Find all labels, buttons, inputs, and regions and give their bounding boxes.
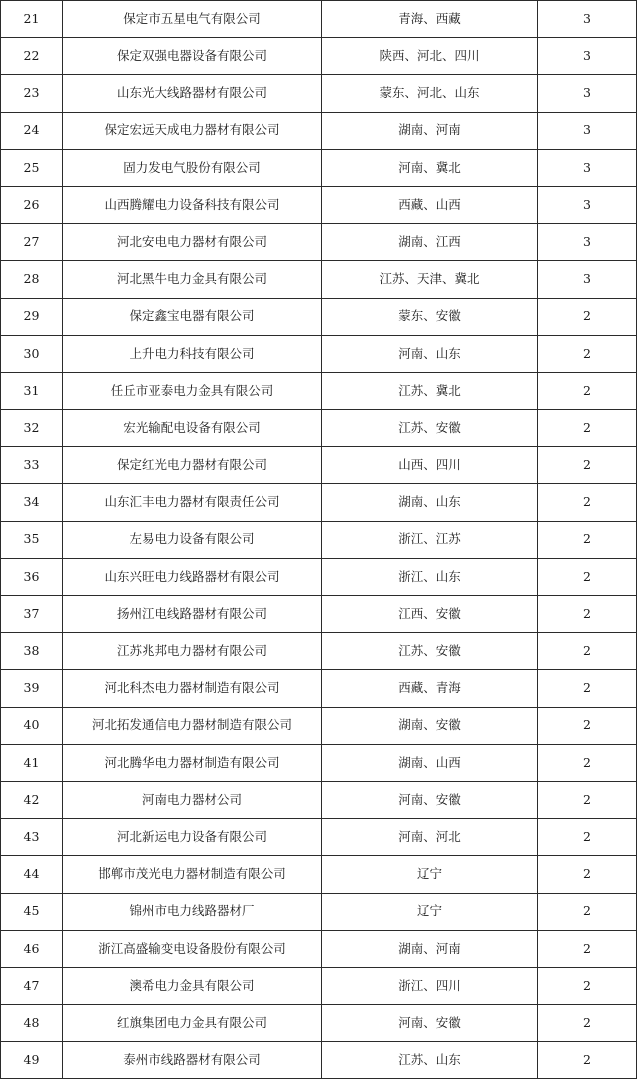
company-name-cell: 山东兴旺电力线路器材有限公司: [63, 558, 322, 595]
count-cell: 2: [538, 781, 637, 818]
count-cell: 3: [538, 186, 637, 223]
table-row: [1, 744, 637, 781]
table-row: [1, 670, 637, 707]
table-row: [1, 75, 637, 112]
row-number-cell: 29: [1, 298, 63, 335]
row-number-cell: 39: [1, 670, 63, 707]
regions-cell: 湖南、河南: [322, 112, 538, 149]
company-name-cell: 泰州市线路器材有限公司: [63, 1042, 322, 1079]
row-number-cell: 36: [1, 558, 63, 595]
row-number-cell: 23: [1, 75, 63, 112]
company-name-cell: 山西腾耀电力设备科技有限公司: [63, 186, 322, 223]
regions-cell: 辽宁: [322, 856, 538, 893]
row-number-cell: 42: [1, 781, 63, 818]
regions-cell: 山西、四川: [322, 447, 538, 484]
company-name-cell: 河北科杰电力器材制造有限公司: [63, 670, 322, 707]
regions-cell: 浙江、山东: [322, 558, 538, 595]
company-name-cell: 保定鑫宝电器有限公司: [63, 298, 322, 335]
table-row: [1, 186, 637, 223]
company-name-cell: 河南电力器材公司: [63, 781, 322, 818]
row-number-cell: 41: [1, 744, 63, 781]
row-number-cell: 33: [1, 447, 63, 484]
regions-cell: 湖南、安徽: [322, 707, 538, 744]
supplier-table-body: [1, 1, 637, 1079]
company-name-cell: 左易电力设备有限公司: [63, 521, 322, 558]
count-cell: 2: [538, 410, 637, 447]
regions-cell: 江苏、天津、冀北: [322, 261, 538, 298]
count-cell: 2: [538, 633, 637, 670]
table-row: [1, 335, 637, 372]
regions-cell: 河南、山东: [322, 335, 538, 372]
regions-cell: 湖南、江西: [322, 224, 538, 261]
company-name-cell: 任丘市亚泰电力金具有限公司: [63, 372, 322, 409]
table-row: [1, 410, 637, 447]
regions-cell: 西藏、山西: [322, 186, 538, 223]
table-row: [1, 372, 637, 409]
row-number-cell: 37: [1, 596, 63, 633]
regions-cell: 浙江、江苏: [322, 521, 538, 558]
count-cell: 2: [538, 558, 637, 595]
company-name-cell: 山东汇丰电力器材有限责任公司: [63, 484, 322, 521]
table-row: [1, 484, 637, 521]
table-row: [1, 633, 637, 670]
regions-cell: 河南、河北: [322, 819, 538, 856]
regions-cell: 西藏、青海: [322, 670, 538, 707]
regions-cell: 河南、安徽: [322, 1005, 538, 1042]
company-name-cell: 锦州市电力线路器材厂: [63, 893, 322, 930]
row-number-cell: 31: [1, 372, 63, 409]
row-number-cell: 49: [1, 1042, 63, 1079]
regions-cell: 河南、冀北: [322, 149, 538, 186]
table-row: [1, 819, 637, 856]
row-number-cell: 43: [1, 819, 63, 856]
table-row: [1, 38, 637, 75]
count-cell: 2: [538, 856, 637, 893]
regions-cell: 辽宁: [322, 893, 538, 930]
company-name-cell: 河北安电电力器材有限公司: [63, 224, 322, 261]
row-number-cell: 26: [1, 186, 63, 223]
regions-cell: 湖南、山西: [322, 744, 538, 781]
count-cell: 3: [538, 75, 637, 112]
row-number-cell: 47: [1, 967, 63, 1004]
company-name-cell: 河北新运电力设备有限公司: [63, 819, 322, 856]
count-cell: 2: [538, 893, 637, 930]
table-row: [1, 298, 637, 335]
row-number-cell: 40: [1, 707, 63, 744]
row-number-cell: 44: [1, 856, 63, 893]
count-cell: 3: [538, 224, 637, 261]
row-number-cell: 35: [1, 521, 63, 558]
count-cell: 2: [538, 930, 637, 967]
count-cell: 3: [538, 1, 637, 38]
table-row: [1, 596, 637, 633]
company-name-cell: 山东光大线路器材有限公司: [63, 75, 322, 112]
table-row: [1, 1005, 637, 1042]
table-row: [1, 930, 637, 967]
company-name-cell: 保定双强电器设备有限公司: [63, 38, 322, 75]
table-row: [1, 707, 637, 744]
table-row: [1, 856, 637, 893]
regions-cell: 河南、安徽: [322, 781, 538, 818]
company-name-cell: 河北拓发通信电力器材制造有限公司: [63, 707, 322, 744]
count-cell: 2: [538, 298, 637, 335]
count-cell: 3: [538, 261, 637, 298]
count-cell: 2: [538, 967, 637, 1004]
table-row: [1, 1042, 637, 1079]
regions-cell: 江苏、安徽: [322, 633, 538, 670]
company-name-cell: 澳希电力金具有限公司: [63, 967, 322, 1004]
company-name-cell: 固力发电气股份有限公司: [63, 149, 322, 186]
company-name-cell: 宏光输配电设备有限公司: [63, 410, 322, 447]
row-number-cell: 45: [1, 893, 63, 930]
table-row: [1, 893, 637, 930]
count-cell: 2: [538, 372, 637, 409]
count-cell: 2: [538, 596, 637, 633]
table-row: [1, 261, 637, 298]
table-row: [1, 967, 637, 1004]
count-cell: 2: [538, 447, 637, 484]
company-name-cell: 保定红光电力器材有限公司: [63, 447, 322, 484]
row-number-cell: 38: [1, 633, 63, 670]
table-row: [1, 149, 637, 186]
table-row: [1, 521, 637, 558]
table-row: [1, 224, 637, 261]
company-name-cell: 红旗集团电力金具有限公司: [63, 1005, 322, 1042]
company-name-cell: 江苏兆邦电力器材有限公司: [63, 633, 322, 670]
count-cell: 3: [538, 38, 637, 75]
row-number-cell: 21: [1, 1, 63, 38]
count-cell: 2: [538, 521, 637, 558]
table-row: [1, 1, 637, 38]
regions-cell: 陕西、河北、四川: [322, 38, 538, 75]
row-number-cell: 27: [1, 224, 63, 261]
row-number-cell: 22: [1, 38, 63, 75]
company-name-cell: 河北腾华电力器材制造有限公司: [63, 744, 322, 781]
count-cell: 3: [538, 112, 637, 149]
company-name-cell: 扬州江电线路器材有限公司: [63, 596, 322, 633]
regions-cell: 青海、西藏: [322, 1, 538, 38]
row-number-cell: 25: [1, 149, 63, 186]
regions-cell: 蒙东、安徽: [322, 298, 538, 335]
regions-cell: 江西、安徽: [322, 596, 538, 633]
table-row: [1, 112, 637, 149]
count-cell: 2: [538, 335, 637, 372]
regions-cell: 浙江、四川: [322, 967, 538, 1004]
company-name-cell: 保定宏远天成电力器材有限公司: [63, 112, 322, 149]
company-name-cell: 上升电力科技有限公司: [63, 335, 322, 372]
regions-cell: 江苏、安徽: [322, 410, 538, 447]
count-cell: 2: [538, 744, 637, 781]
count-cell: 2: [538, 819, 637, 856]
regions-cell: 江苏、冀北: [322, 372, 538, 409]
row-number-cell: 24: [1, 112, 63, 149]
regions-cell: 湖南、山东: [322, 484, 538, 521]
row-number-cell: 28: [1, 261, 63, 298]
company-name-cell: 保定市五星电气有限公司: [63, 1, 322, 38]
row-number-cell: 46: [1, 930, 63, 967]
table-row: [1, 558, 637, 595]
row-number-cell: 48: [1, 1005, 63, 1042]
row-number-cell: 34: [1, 484, 63, 521]
count-cell: 2: [538, 707, 637, 744]
count-cell: 2: [538, 484, 637, 521]
regions-cell: 江苏、山东: [322, 1042, 538, 1079]
company-name-cell: 浙江高盛输变电设备股份有限公司: [63, 930, 322, 967]
count-cell: 2: [538, 1005, 637, 1042]
count-cell: 3: [538, 149, 637, 186]
row-number-cell: 32: [1, 410, 63, 447]
company-name-cell: 河北黑牛电力金具有限公司: [63, 261, 322, 298]
regions-cell: 蒙东、河北、山东: [322, 75, 538, 112]
regions-cell: 湖南、河南: [322, 930, 538, 967]
company-name-cell: 邯郸市茂光电力器材制造有限公司: [63, 856, 322, 893]
count-cell: 2: [538, 670, 637, 707]
table-row: [1, 447, 637, 484]
table-row: [1, 781, 637, 818]
count-cell: 2: [538, 1042, 637, 1079]
row-number-cell: 30: [1, 335, 63, 372]
